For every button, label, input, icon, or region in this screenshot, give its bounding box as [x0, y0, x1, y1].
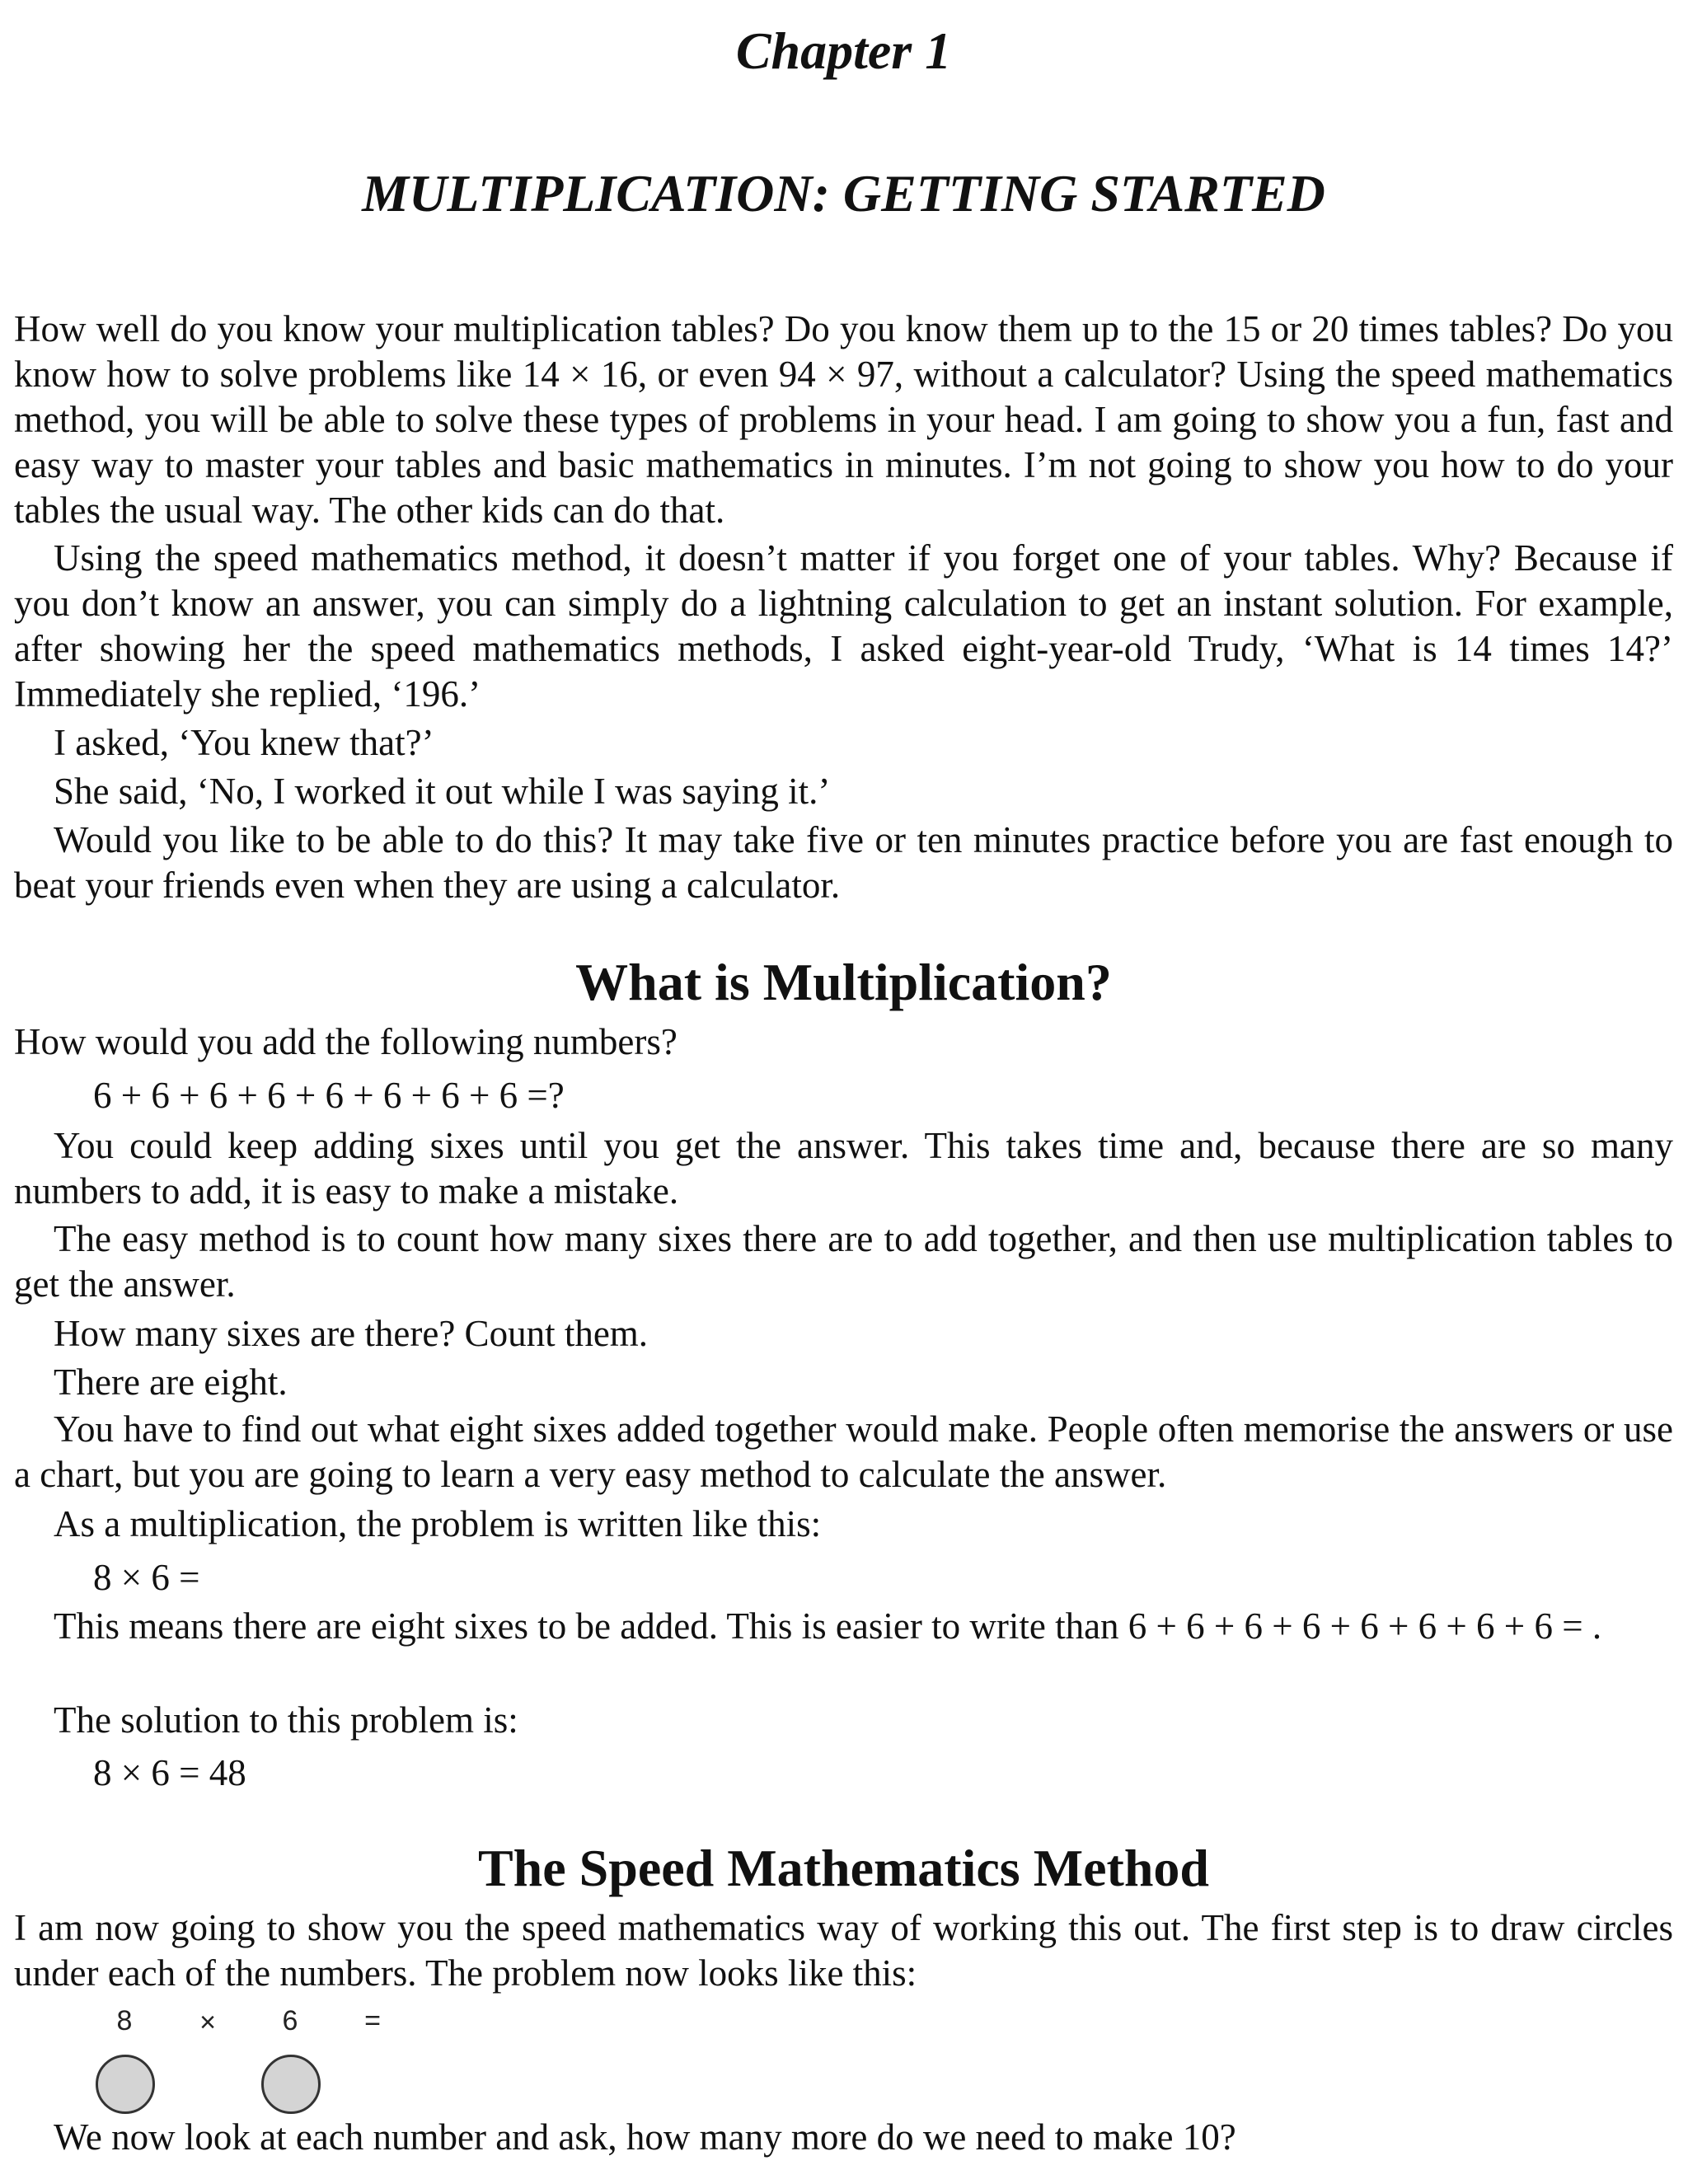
chapter-number: Chapter 1 — [735, 21, 952, 80]
section2-paragraph-1: I am now going to show you the speed mathematics way of working this out. The first step is to draw circles under each of the numbers. The problem now looks like this: — [14, 1907, 1673, 1994]
intro-paragraph-5: Would you like to be able to do this? It may take five or ten minutes practice before you are fast enough to beat your friends even when they are using a calculator. — [14, 819, 1673, 906]
section-heading-what-is-multiplication: What is Multiplication? — [575, 953, 1112, 1011]
diagram-times-sign: × — [199, 2007, 216, 2038]
intro-paragraph-2: Using the speed mathematics method, it doesn’t matter if you forget one of your tables. Why? Because if you don’t know an answer, you can simply do a lightning calculation to get an instant solution. For example, after showing her the speed mathematics methods, I asked eight-year-old Trudy, ‘What is 14 times 14?’ Immediately she replied, ‘196.’ — [14, 537, 1673, 715]
equation-sum-of-sixes: 6 + 6 + 6 + 6 + 6 + 6 + 6 + 6 =? — [93, 1075, 565, 1116]
intro-paragraph-4: She said, ‘No, I worked it out while I was saying it.’ — [54, 771, 831, 812]
section1-paragraph-4: How many sixes are there? Count them. — [54, 1313, 649, 1354]
equation-8-times-6-equals-48: 8 × 6 = 48 — [93, 1752, 246, 1793]
section1-paragraph-9: The solution to this problem is: — [54, 1699, 518, 1741]
equation-8-times-6: 8 × 6 = — [93, 1557, 200, 1598]
section2-paragraph-2: We now look at each number and ask, how many more do we need to make 10? — [54, 2116, 1236, 2158]
section1-paragraph-1: How would you add the following numbers? — [14, 1021, 678, 1062]
section1-paragraph-6: You have to find out what eight sixes added together would make. People often memorise the answers or use a chart, but you are going to learn a very easy method to calculate the answer. — [14, 1408, 1673, 1495]
section-heading-speed-mathematics-method: The Speed Mathematics Method — [477, 1839, 1210, 1897]
section1-paragraph-5: There are eight. — [54, 1361, 288, 1403]
diagram-number-8: 8 — [116, 2005, 133, 2036]
circle-under-6 — [261, 2055, 321, 2114]
chapter-title: MULTIPLICATION: GETTING STARTED — [362, 164, 1325, 223]
section1-paragraph-3: The easy method is to count how many sixes there are to add together, and then use multiplication tables to get the answer. — [14, 1218, 1673, 1305]
section1-paragraph-8: This means there are eight sixes to be added. This is easier to write than 6 + 6 + 6 + 6 + 6 + 6 + 6 + 6 = . — [54, 1605, 1602, 1647]
diagram-number-6: 6 — [282, 2005, 298, 2036]
diagram-equals-sign: = — [364, 2005, 381, 2036]
section1-paragraph-2: You could keep adding sixes until you get the answer. This takes time and, because there are so many numbers to add, it is easy to make a mistake. — [14, 1125, 1673, 1212]
circle-under-8 — [96, 2055, 155, 2114]
section1-paragraph-7: As a multiplication, the problem is written like this: — [54, 1503, 822, 1544]
intro-paragraph-3: I asked, ‘You knew that?’ — [54, 722, 434, 763]
intro-paragraph-1: How well do you know your multiplication tables? Do you know them up to the 15 or 20 times tables? Do you know how to solve problems like 14 × 16, or even 94 × 97, without a calculator? Using the speed mathematics method, you will be able to solve these types of problems in your head. I am going to show you a fun, fast and easy way to master your tables and basic mathematics in minutes. I’m not going to show you how to do your tables the usual way. The other kids can do that. — [14, 308, 1673, 531]
